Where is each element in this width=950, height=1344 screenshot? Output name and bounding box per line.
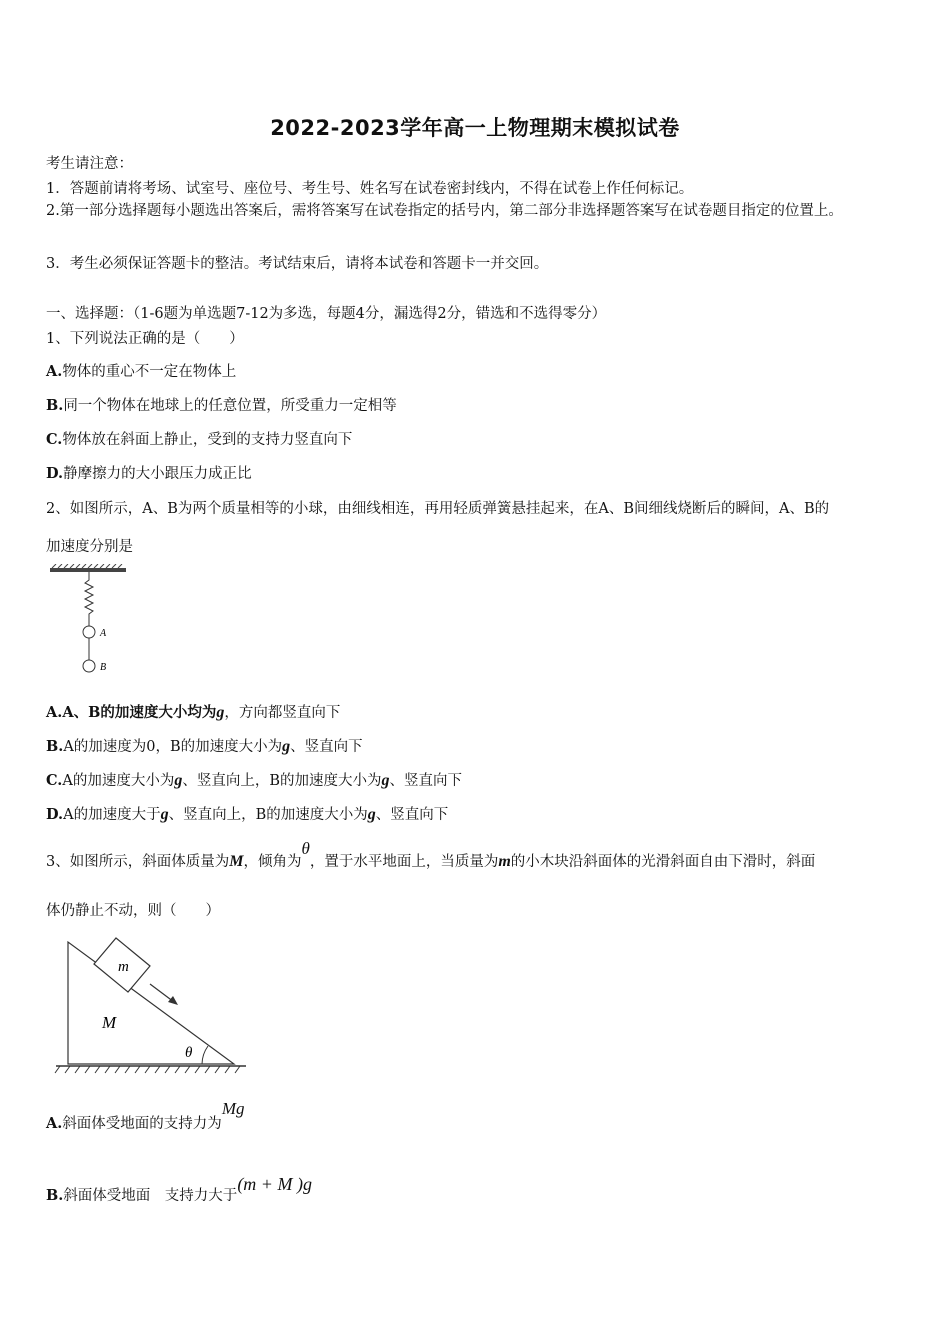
q3-option-b — [46, 1174, 312, 1205]
option-key: A. — [46, 1115, 63, 1132]
var-theta: θ — [301, 839, 310, 858]
stem-text: ，置于水平地面上，当质量为 — [309, 854, 499, 870]
option-text: A、B的加速度大小均为 — [62, 704, 217, 721]
expr-mg: Mg — [221, 1099, 245, 1118]
ball-a-label: A — [100, 628, 107, 639]
q1-option-b — [46, 394, 397, 415]
option-text: A的加速度大于 — [63, 807, 161, 823]
var-m: m — [498, 853, 511, 870]
q1-option-c — [46, 428, 352, 449]
ball-b-label: B — [100, 662, 107, 673]
var-g: g — [381, 772, 390, 789]
page-title: 2022-2023学年高一上物理期末模拟试卷 — [270, 116, 680, 140]
notice-item-2: 2.第一部分选择题每小题选出答案后，需将答案写在试卷指定的括号内，第二部分非选择题答案写在试卷题目指定的位置上。 — [46, 203, 843, 219]
q2-option-d — [46, 803, 448, 824]
var-g: g — [282, 738, 291, 755]
option-text: A的加速度为0，B的加速度大小为 — [63, 739, 283, 755]
q3-option-a — [46, 1099, 245, 1133]
arrow-head — [168, 996, 178, 1005]
option-text: 、竖直向上，B的加速度大小为 — [168, 807, 368, 823]
q3-stem-line1 — [46, 839, 816, 871]
q3-stem-line2: 体仍静止不动，则（ ） — [46, 903, 220, 919]
option-text: ，方向都竖直向下 — [224, 705, 341, 721]
option-key: D. — [46, 465, 64, 482]
option-key: B. — [46, 397, 64, 414]
notice-item-3: 3．考生必须保证答题卡的整洁。考试结束后，请将本试卷和答题卡一并交回。 — [46, 256, 549, 272]
ball-a — [83, 626, 95, 638]
stem-text: ，倾角为 — [243, 854, 302, 870]
incline-figure — [52, 936, 252, 1076]
stem-text: 3、如图所示，斜面体质量为 — [46, 854, 230, 870]
var-M: M — [229, 853, 244, 870]
option-text: 物体放在斜面上静止，受到的支持力竖直向下 — [62, 432, 353, 448]
expr-total-weight: (m + M )g — [237, 1174, 312, 1194]
notice-heading: 考生请注意： — [46, 156, 133, 172]
option-key: D. — [46, 806, 64, 823]
wedge-label: M — [102, 1013, 117, 1032]
ball-b — [83, 660, 95, 672]
option-key: A. — [46, 363, 63, 380]
var-g: g — [160, 806, 169, 823]
option-text: 、竖直向下 — [375, 807, 449, 823]
option-text: 静摩擦力的大小跟压力成正比 — [63, 466, 252, 482]
q2-option-a — [46, 701, 340, 722]
q2-option-c — [46, 769, 462, 790]
var-g: g — [367, 806, 376, 823]
option-key: B. — [46, 1187, 64, 1204]
option-key: B. — [46, 738, 64, 755]
option-key: C. — [46, 772, 63, 789]
q2-stem-line2: 加速度分别是 — [46, 539, 133, 555]
stem-text: 的小木块沿斜面体的光滑斜面自由下滑时，斜面 — [510, 854, 816, 870]
option-text: A的加速度大小为 — [62, 773, 175, 789]
q1-option-d — [46, 462, 252, 483]
q1-option-a — [46, 360, 236, 381]
option-text: 、竖直向上，B的加速度大小为 — [182, 773, 382, 789]
ground-hatch — [55, 1066, 240, 1073]
option-text: 物体的重心不一定在物体上 — [62, 364, 237, 380]
q2-option-b — [46, 735, 363, 756]
ceiling-hatch — [52, 564, 122, 568]
option-text: 斜面体受地面 支持力大于 — [63, 1188, 238, 1204]
notice-item-1: 1．答题前请将考场、试室号、座位号、考生号、姓名写在试卷密封线内，不得在试卷上作任何标记。 — [46, 181, 694, 197]
angle-label: θ — [185, 1045, 193, 1061]
option-text: 斜面体受地面的支持力为 — [62, 1116, 222, 1132]
q2-stem-line1: 2、如图所示，A、B为两个质量相等的小球，由细线相连，再用轻质弹簧悬挂起来，在A、B间细线烧断后的瞬间，A、B的 — [46, 501, 830, 517]
spring-figure — [46, 564, 136, 676]
var-g: g — [216, 704, 225, 721]
option-text: 、竖直向下 — [290, 739, 363, 755]
section-heading: 一、选择题：（1-6题为单选题7-12为多选，每题4分，漏选得2分，错选和不选得零分） — [46, 306, 607, 322]
block-label: m — [118, 959, 129, 975]
option-text: 同一个物体在地球上的任意位置，所受重力一定相等 — [63, 398, 397, 414]
q1-stem: 1、下列说法正确的是（ ） — [46, 331, 244, 347]
option-text: 、竖直向下 — [389, 773, 462, 789]
ceiling — [50, 568, 126, 572]
var-g: g — [174, 772, 183, 789]
spring — [85, 572, 93, 626]
option-key: C. — [46, 431, 63, 448]
wedge — [68, 942, 234, 1064]
option-key: A. — [46, 704, 63, 721]
